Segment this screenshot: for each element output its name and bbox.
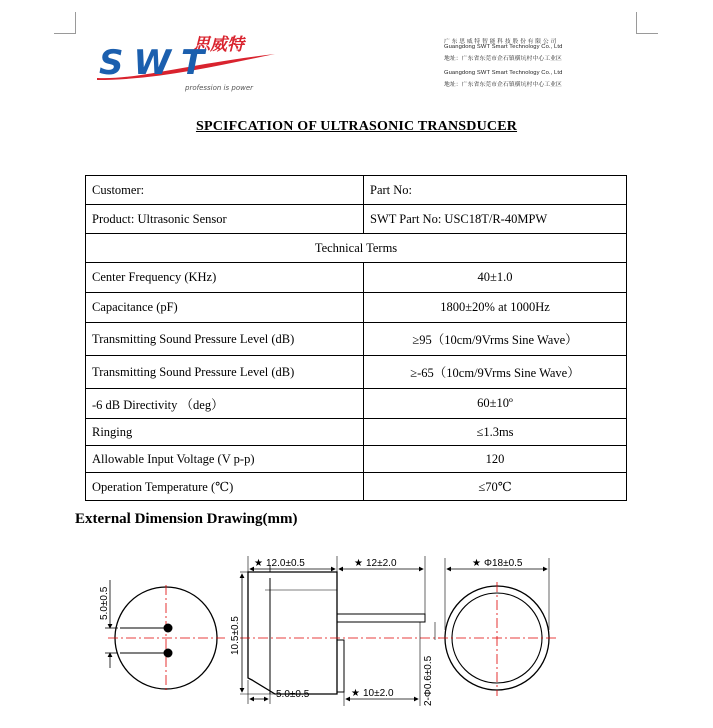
dim-pin-spacing: 5.0±0.5 <box>99 586 110 620</box>
table-row <box>86 263 627 293</box>
spec-value: ≤1.3ms <box>364 419 627 446</box>
table-row <box>86 323 627 356</box>
spec-value: 120 <box>364 446 627 473</box>
table-row <box>86 389 627 419</box>
logo-tagline: profession is power <box>185 84 254 92</box>
spec-label: Operation Temperature (℃) <box>86 473 364 501</box>
product-label: Product: Ultrasonic Sensor <box>86 205 364 234</box>
crop-mark <box>636 12 637 34</box>
spec-label: Transmitting Sound Pressure Level (dB) <box>86 323 364 356</box>
dim-body-width: 12.0±0.5 <box>266 558 305 569</box>
logo-cn-name: 思威特 <box>193 35 244 55</box>
logo-brand: SWT <box>99 43 215 83</box>
company-logo <box>97 30 277 98</box>
spec-value: 60±10º <box>364 389 627 419</box>
table-row <box>86 205 627 234</box>
bottom-view <box>99 580 225 692</box>
table-row <box>86 293 627 323</box>
company-address: 地址：广东省东莞市企石镇横坑村中心工业区 <box>444 56 562 62</box>
pin-dot <box>164 649 173 658</box>
crop-mark <box>636 33 658 34</box>
section-header: Technical Terms <box>86 234 627 263</box>
company-name-en: Guangdong SWT Smart Technology Co., Ltd <box>444 70 563 76</box>
table-row <box>86 356 627 389</box>
spec-value: 1800±20% at 1000Hz <box>364 293 627 323</box>
table-row <box>86 176 627 205</box>
table-row <box>86 473 627 501</box>
spec-label: Center Frequency (KHz) <box>86 263 364 293</box>
dim-cap-offset: 5.0±0.5 <box>276 689 310 700</box>
svg-text:★: ★ <box>354 558 363 569</box>
spec-table <box>85 175 627 501</box>
table-row <box>86 419 627 446</box>
side-view <box>230 556 440 706</box>
spec-value: 40±1.0 <box>364 263 627 293</box>
table-row <box>86 234 627 263</box>
swt-part-no: SWT Part No: USC18T/R-40MPW <box>364 205 627 234</box>
document-title: SPCIFCATION OF ULTRASONIC TRANSDUCER <box>195 119 518 134</box>
svg-text:★: ★ <box>351 688 360 699</box>
spec-label: -6 dB Directivity （deg） <box>86 389 364 419</box>
pin-dot <box>164 624 173 633</box>
dimension-drawing <box>0 550 713 728</box>
dim-pin-diameter: 2-Φ0.6±0.5 <box>423 655 434 706</box>
crop-mark <box>54 33 76 34</box>
spec-value: ≥95（10cm/9Vrms Sine Wave） <box>364 323 627 356</box>
part-no-label: Part No: <box>364 176 627 205</box>
dim-outer-diameter: Φ18±0.5 <box>484 558 523 569</box>
spec-label: Allowable Input Voltage (V p-p) <box>86 446 364 473</box>
spec-label: Ringing <box>86 419 364 446</box>
table-row <box>86 446 627 473</box>
customer-label: Customer: <box>86 176 364 205</box>
spec-label: Capacitance (pF) <box>86 293 364 323</box>
svg-text:★: ★ <box>472 558 481 569</box>
spec-value: ≥-65（10cm/9Vrms Sine Wave） <box>364 356 627 389</box>
front-view <box>438 558 557 696</box>
company-address: 地址：广东省东莞市企石镇横坑村中心工业区 <box>444 82 562 88</box>
company-name-en: Guangdong SWT Smart Technology Co., Ltd <box>444 44 563 50</box>
company-name-cn: 广 东 思 威 特 智 能 科 技 股 份 有 限 公 司 <box>444 39 557 45</box>
svg-text:★: ★ <box>254 558 263 569</box>
dim-lead-length: 12±2.0 <box>366 558 397 569</box>
dim-lead-end: 10±2.0 <box>363 688 394 699</box>
spec-label: Transmitting Sound Pressure Level (dB) <box>86 356 364 389</box>
spec-value: ≤70℃ <box>364 473 627 501</box>
dim-body-height: 10.5±0.5 <box>230 616 241 655</box>
drawing-heading: External Dimension Drawing(mm) <box>75 511 298 527</box>
crop-mark <box>75 12 76 34</box>
